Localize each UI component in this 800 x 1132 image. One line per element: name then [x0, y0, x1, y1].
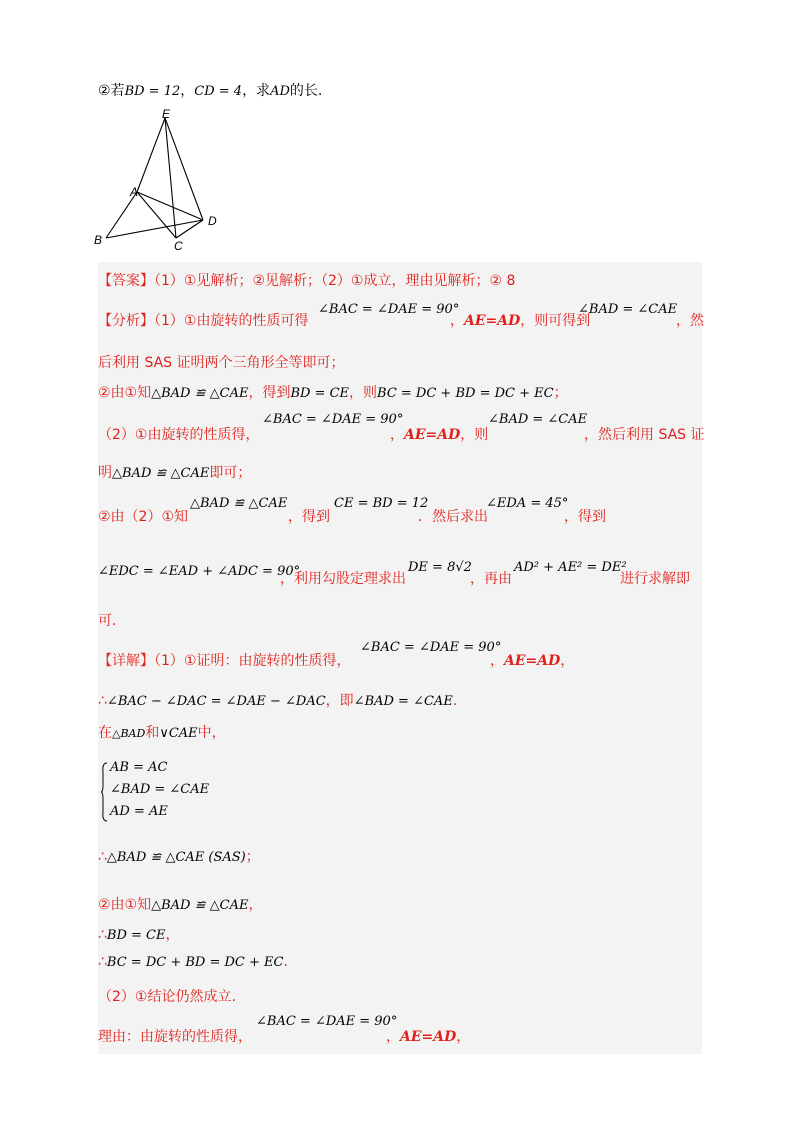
comma: ，: [165, 927, 180, 943]
analysis-text: ②由①知: [98, 385, 152, 401]
eq-diff: ∠BAC − ∠DAC = ∠DAE − ∠DAC: [106, 694, 326, 709]
analysis-text: ；: [553, 385, 568, 401]
analysis-line-3: [98, 382, 568, 402]
system-row-3: AD = AE: [110, 804, 168, 819]
eq-bac-dae-3: ∠BAC = ∠DAE = 90°: [360, 640, 502, 655]
detail-line-9b: [386, 1026, 470, 1046]
eq-bc-sum: BC = DC + BD = DC + EC: [377, 386, 554, 401]
segment-EA: [137, 118, 165, 192]
segment-BD: [106, 220, 203, 238]
answer-text: （1）①见解析；②见解析；（2）①成立，理由见解析；② 8: [154, 273, 516, 289]
analysis-line-1b: [450, 310, 590, 330]
therefore: ∴: [98, 927, 107, 943]
eq-eda: ∠EDA = 45°: [486, 496, 569, 511]
ae-ad: AE=AD: [404, 427, 461, 443]
detail-line-9: 理由：由旋转的性质得，: [98, 1029, 252, 1045]
eq-bd-ce-2: BD = CE: [106, 928, 166, 943]
ad-symbol: AD: [270, 84, 290, 99]
eq-congruent: △BAD ≌ △CAE: [112, 466, 210, 481]
therefore: ∴: [98, 849, 107, 865]
analysis-line-4: （2）①由旋转的性质得，: [98, 427, 260, 443]
detail-text: 和: [145, 725, 160, 741]
cd-value: CD = 4: [194, 84, 243, 99]
analysis-line-1: [98, 310, 308, 330]
period: .: [452, 693, 458, 709]
comma: ，: [248, 897, 263, 913]
segment-ED: [165, 118, 203, 220]
analysis-tag: 【分析】: [98, 313, 154, 329]
eq-congruent: △BAD ≌ △CAE: [151, 386, 249, 401]
analysis-text: 明: [98, 465, 112, 481]
eq-congruent-3: △BAD ≌ △CAE: [151, 898, 249, 913]
triangle-cae: ∨CAE: [159, 726, 198, 741]
detail-line-3: [98, 722, 226, 742]
answer-tag: 【答案】: [98, 273, 154, 289]
analysis-text: ，则: [460, 427, 489, 443]
detail-text: 在: [98, 725, 112, 741]
therefore: ∴: [98, 693, 107, 709]
analysis-line-5: [98, 462, 251, 482]
label-B: B: [94, 233, 103, 247]
comma: ，: [490, 653, 504, 669]
detail-tag: 【详解】: [98, 653, 154, 669]
detail-text: ②由①知: [98, 897, 152, 913]
detail-line-4: [98, 846, 260, 866]
detail-line-8: （2）①结论仍然成立.: [98, 989, 236, 1005]
question-marker: ②若: [98, 83, 125, 99]
detail-text: 中，: [197, 725, 226, 741]
comma: ，: [450, 313, 464, 329]
ae-ad: AE=AD: [504, 653, 561, 669]
detail-line-1: [98, 650, 350, 670]
analysis-line-2: 后利用 SAS 证明两个三角形全等即可；: [98, 355, 345, 371]
eq-bac-dae-4: ∠BAC = ∠DAE = 90°: [256, 1014, 398, 1029]
analysis-text: ，得到: [248, 385, 291, 401]
bd-value: BD = 12: [124, 84, 181, 99]
eq-edc: ∠EDC = ∠EAD + ∠ADC = 90°: [98, 564, 301, 579]
eq-congruent-2: △BAD ≌ △CAE: [190, 496, 288, 511]
eq-congruent-sas: △BAD ≌ △CAE (SAS): [106, 850, 246, 865]
analysis-text: ，然后利用 SAS 证: [584, 427, 705, 443]
analysis-line-6: ②由（2）①知: [98, 509, 189, 525]
analysis-text: ，则: [349, 385, 378, 401]
label-C: C: [174, 239, 183, 253]
sep: ，: [180, 83, 195, 99]
analysis-text: （1）①由旋转的性质可得: [154, 313, 309, 329]
eq-bd-ce: BD = CE: [290, 386, 350, 401]
detail-line-1b: [490, 650, 574, 670]
eq-bad-cae-3: ∠BAD = ∠CAE: [353, 694, 453, 709]
system-row-2: ∠BAD = ∠CAE: [110, 782, 210, 797]
detail-text: ，: [560, 653, 575, 669]
eq-bad-cae: ∠BAD = ∠CAE: [578, 302, 678, 317]
analysis-text: ，利用勾股定理求出: [280, 571, 406, 587]
answer-line: [98, 270, 515, 290]
ae-ad: AE=AD: [464, 313, 521, 329]
analysis-text: 进行求解即: [620, 571, 690, 587]
system-row-1: AB = AC: [110, 760, 168, 775]
analysis-text: ，得到: [564, 509, 606, 525]
eq-bac-dae: ∠BAC = ∠DAE = 90°: [318, 302, 460, 317]
system-brace: [100, 762, 108, 822]
detail-line-2: [98, 690, 457, 710]
question-line: [98, 80, 322, 100]
comma: ，: [456, 1029, 471, 1045]
detail-text: ，即: [325, 693, 354, 709]
triangle-bad: △BAD: [112, 727, 146, 740]
analysis-text: ，得到: [288, 509, 330, 525]
eq-bad-cae-2: ∠BAD = ∠CAE: [488, 412, 588, 427]
ae-ad: AE=AD: [400, 1029, 457, 1045]
analysis-text: ，则可得到: [520, 313, 591, 329]
eq-bac-dae-2: ∠BAC = ∠DAE = 90°: [262, 412, 404, 427]
analysis-text: ，再由: [470, 571, 512, 587]
eq-bc-sum-2: BC = DC + BD = DC + EC: [106, 955, 284, 970]
semicolon: ；: [245, 849, 260, 865]
detail-text: （1）①证明：由旋转的性质得，: [154, 653, 351, 669]
analysis-line-8: 可.: [98, 613, 117, 629]
detail-line-7: [98, 954, 288, 970]
detail-line-5: [98, 894, 262, 914]
comma: ，: [386, 1029, 400, 1045]
ask: ，求: [242, 83, 271, 99]
analysis-text: ．然后求出: [418, 509, 488, 525]
eq-pythagoras: AD² + AE² = DE²: [514, 560, 627, 575]
ask-tail: 的长.: [289, 83, 323, 99]
therefore: ∴: [98, 954, 107, 970]
eq-ce-bd: CE = BD = 12: [334, 496, 429, 511]
analysis-text: 即可；: [209, 465, 252, 481]
segment-EC: [165, 118, 176, 238]
label-A: A: [130, 185, 139, 199]
analysis-text: ，然: [676, 313, 704, 329]
label-D: D: [208, 214, 217, 228]
eq-de: DE = 8√2: [408, 560, 472, 575]
detail-line-6: [98, 924, 180, 944]
geometry-figure: [90, 108, 230, 256]
period: .: [283, 954, 288, 970]
label-E: E: [162, 108, 171, 121]
analysis-line-4b: [390, 424, 488, 444]
segment-AD: [137, 192, 203, 220]
comma: ，: [390, 427, 404, 443]
